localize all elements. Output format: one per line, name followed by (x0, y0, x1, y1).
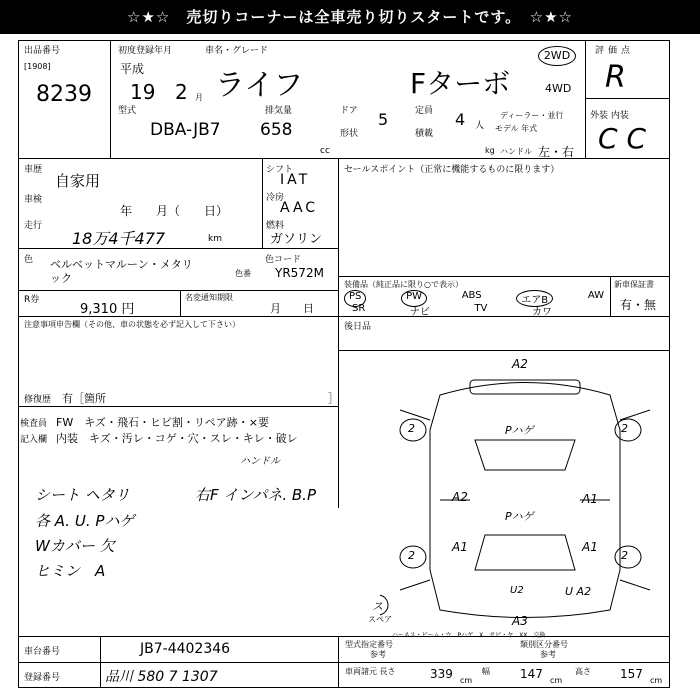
divider (18, 248, 338, 249)
car-name: ライフ (215, 68, 304, 103)
legend-2-a: 記入欄 (20, 435, 48, 445)
equipment-ps: PS (344, 290, 366, 307)
car-damage-diagram (380, 360, 670, 630)
name-change-label: 名変通知期限 (185, 293, 233, 302)
usage: 自家用 (55, 172, 101, 190)
ext-int-label: 外装 内装 (590, 111, 629, 121)
usage-label: 車歴 (24, 165, 43, 175)
lot-small: [1908] (24, 62, 51, 71)
diagram-hood: Pハゲ (505, 424, 534, 437)
equipment-tv: TV (474, 303, 488, 314)
doors: 5 (378, 110, 389, 129)
new-warranty-label: 新車保証書 (614, 280, 654, 289)
mileage: 18万4千477 (72, 229, 166, 248)
capacity-label: 定員 (415, 106, 434, 116)
divider (610, 276, 611, 316)
model: DBA-JB7 (150, 120, 221, 140)
divider (338, 636, 339, 688)
width: 147 (520, 667, 543, 681)
equipment-abs: ABS (461, 290, 482, 301)
color-no-label: 色番 (235, 269, 251, 278)
equipment-label: 装備品（純正品に限り○で表示） (344, 280, 463, 289)
divider (18, 662, 670, 663)
warranty-value: 有・無 (620, 298, 657, 312)
lot-number: 8239 (36, 82, 92, 107)
diagram-rear-right: U A2 (565, 585, 592, 598)
handwritten-2: 右F インパネ. B.P (195, 486, 316, 504)
diagram-u2: U2 (510, 585, 524, 596)
divider (338, 350, 670, 351)
dealer-label: ディーラー・並行 (500, 111, 564, 120)
divider (18, 636, 670, 637)
displacement-label: 排気量 (265, 106, 293, 116)
registration-number: 品川 580 7 1307 (105, 669, 218, 685)
divider (18, 316, 338, 317)
inspection-label: 車検 (24, 195, 43, 205)
score: R (605, 60, 626, 95)
width-unit: cm (550, 676, 563, 685)
length: 339 (430, 667, 453, 681)
divider (585, 98, 670, 99)
height-unit: cm (650, 676, 663, 685)
legend-1-a: 検査員 (20, 419, 48, 429)
divider (18, 290, 338, 291)
diagram-top: A2 (512, 357, 528, 371)
diagram-tyre-fl: 2 (408, 422, 415, 435)
load-label: 積載 (415, 129, 434, 139)
divider (338, 276, 670, 277)
announcement-banner: ☆★☆ 売切りコーナーは全車売り切りスタートです。 ☆★☆ (0, 0, 700, 34)
diagram-right-rear: A1 (582, 540, 598, 554)
first-reg-label: 初度登録年月 (118, 46, 173, 56)
diagram-roof: Pハゲ (505, 510, 534, 523)
lot-label: 出品番号 (24, 46, 61, 56)
displacement: 658 (260, 120, 293, 140)
color-label: 色 (24, 255, 34, 265)
month-unit: 月 (195, 93, 203, 102)
divider (585, 40, 586, 158)
km-unit: km (208, 234, 222, 244)
handle-value: 左・右 (538, 145, 575, 159)
back-order-label: 後日品 (344, 322, 372, 332)
color-code-label: 色コード (265, 255, 302, 265)
handwritten-5: ヒミン A (35, 562, 106, 580)
sales-point-label: セールスポイント（正常に機能するものに限ります） (344, 165, 560, 175)
diagram-left-door: A2 (452, 490, 468, 504)
repair-bracket: ］ (328, 392, 339, 405)
divider (18, 406, 338, 407)
repair: 有［箇所 (62, 392, 106, 405)
diagram-right-door: A1 (582, 492, 598, 506)
repair-label: 修復歴 (24, 395, 52, 405)
fuel: ガソリン (270, 232, 323, 247)
month: 2 (175, 80, 188, 104)
divider (180, 290, 181, 316)
grade: Fターボ (410, 67, 511, 100)
length-unit: cm (460, 676, 473, 685)
diagram-tyre-rl: 2 (408, 549, 415, 562)
model-fix-label: 型式指定番号 (345, 640, 393, 649)
height-label: 高さ (575, 667, 591, 676)
ref-1: 参考 (370, 650, 386, 659)
handwritten-1: シート ヘタリ (35, 486, 130, 504)
diagram-bottom: A3 (512, 614, 528, 628)
dim-label: 車両諸元 長さ (345, 667, 396, 676)
car-grade-label: 車名・グレード (205, 46, 269, 56)
divider (110, 40, 111, 158)
divider (100, 636, 101, 688)
legend-1-b: FW キズ・飛石・ヒビ割・リペア跡・×要 (56, 416, 269, 429)
diagram-left-rear: A1 (452, 540, 468, 554)
handwritten-0: ハンドル (240, 456, 280, 467)
vin: JB7-4402346 (140, 641, 231, 657)
divider (338, 158, 339, 508)
recycle-label: R券 (24, 295, 40, 305)
shift: IAT (280, 172, 311, 188)
doors-label: ドア (340, 106, 358, 116)
diagram-tyre-rr: 2 (621, 549, 628, 562)
drive-2wd-circled: 2WD (538, 46, 576, 66)
equipment-pw: PW (401, 290, 427, 307)
reg-label: 登録番号 (24, 673, 61, 683)
mileage-label: 走行 (24, 221, 43, 231)
capacity-unit: 人 (475, 121, 485, 131)
cc-unit: cc (320, 146, 330, 156)
handwritten-4: Wカバー 欠 (35, 537, 115, 555)
score-label: 評価点 (595, 46, 635, 56)
equipment-leather: カワ (531, 307, 552, 318)
equipment-navi: ナビ (409, 307, 430, 318)
ref-2: 参考 (540, 650, 556, 659)
ext-int-score: C C (598, 122, 647, 155)
class-label: 類別区分番号 (520, 640, 568, 649)
diagram-spare-label: スペア (368, 615, 392, 624)
height: 157 (620, 667, 643, 681)
equipment-airbag: エアB (516, 290, 553, 307)
inspection: 年 月（ 日） (120, 204, 229, 218)
handwritten-3: 各 A. U. Pハゲ (35, 512, 135, 530)
diagram-footnote: ハーネス・ビーム・ウ Pハゲ X サビ・ヤ XX 交換 (392, 632, 546, 639)
equipment-sr: SR (352, 303, 366, 314)
color-code: YR572M (275, 266, 324, 280)
color: ベルベットマルーン・メタリック (50, 258, 193, 285)
model-label: 型式 (118, 106, 137, 116)
cool-label: 冷房 (266, 193, 285, 203)
width-label: 幅 (482, 667, 490, 676)
vin-label: 車台番号 (24, 647, 61, 657)
fuel-label: 燃料 (266, 221, 285, 231)
handle-label: ハンドル (500, 147, 532, 156)
equipment-row-2 (352, 303, 552, 318)
cool: AAC (280, 200, 319, 216)
notes-label: 注意事項申告欄（その他、車の状態を必ず記入して下さい） (24, 320, 240, 329)
diagram-spare: ス (372, 600, 383, 613)
capacity: 4 (455, 110, 466, 129)
year: 19 (130, 80, 156, 104)
equipment-aw: AW (587, 290, 604, 301)
model-year-label: モデル 年式 (495, 124, 538, 133)
recycle: 9,310 円 (80, 302, 135, 317)
era: 平成 (120, 62, 145, 76)
drive-4wd: 4WD (545, 82, 572, 95)
legend-2-b: 内装 キズ・汚レ・コゲ・穴・スレ・キレ・破レ (56, 432, 298, 445)
kg-unit: kg (485, 146, 495, 155)
name-change: 月 日 (270, 302, 314, 315)
shape-label: 形状 (340, 129, 359, 139)
diagram-tyre-fr: 2 (621, 422, 628, 435)
shift-label: シフト (266, 165, 294, 175)
divider (262, 158, 263, 248)
